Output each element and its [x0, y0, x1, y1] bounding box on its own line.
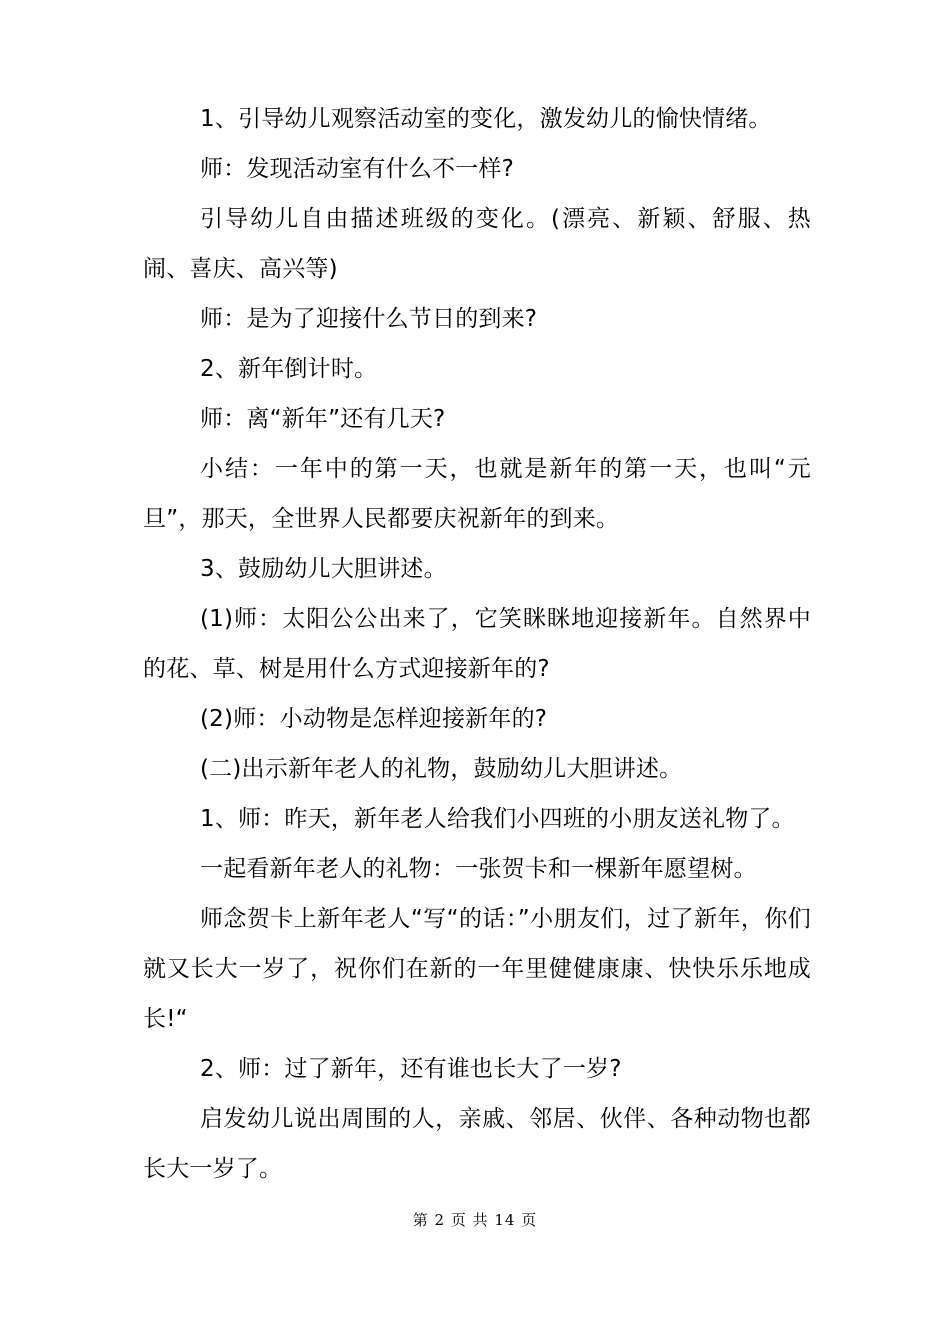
paragraph: 师念贺卡上新年老人“写“的话：”小朋友们，过了新年，你们就又长大一岁了，祝你们在新的一年里健健康康、快快乐乐地成长!“ [143, 906, 811, 1032]
paragraph: 启发幼儿说出周围的人，亲戚、邻居、伙伴、各种动物也都长大一岁了。 [143, 1106, 811, 1182]
paragraph: 3、鼓励幼儿大胆讲述。 [200, 556, 447, 582]
paragraph: 2、师：过了新年，还有谁也长大了一岁? [200, 1056, 622, 1082]
paragraph: (2)师：小动物是怎样迎接新年的? [200, 706, 548, 732]
paragraph: 小结：一年中的第一天，也就是新年的第一天，也叫“元旦”，那天，全世界人民都要庆祝新年的到来。 [143, 456, 811, 532]
page-number-footer: 第 2 页 共 14 页 [412, 1211, 538, 1229]
paragraph: 引导幼儿自由描述班级的变化。(漂亮、新颖、舒服、热闹、喜庆、高兴等) [143, 206, 811, 282]
paragraph: 师：发现活动室有什么不一样? [200, 156, 515, 182]
paragraph: 1、师：昨天，新年老人给我们小四班的小朋友送礼物了。 [200, 806, 795, 832]
paragraph: 师：是为了迎接什么节日的到来? [200, 306, 538, 332]
paragraph: (二)出示新年老人的礼物，鼓励幼儿大胆讲述。 [200, 756, 683, 782]
paragraph: 1、引导幼儿观察活动室的变化，激发幼儿的愉快情绪。 [200, 106, 772, 132]
paragraph: 师：离“新年”还有几天? [200, 406, 446, 432]
paragraph: 一起看新年老人的礼物：一张贺卡和一棵新年愿望树。 [200, 856, 757, 882]
paragraph: 2、新年倒计时。 [200, 356, 378, 382]
paragraph: (1)师：太阳公公出来了，它笑眯眯地迎接新年。自然界中的花、草、树是用什么方式迎接新年的? [143, 606, 811, 682]
document-body [143, 94, 811, 1194]
